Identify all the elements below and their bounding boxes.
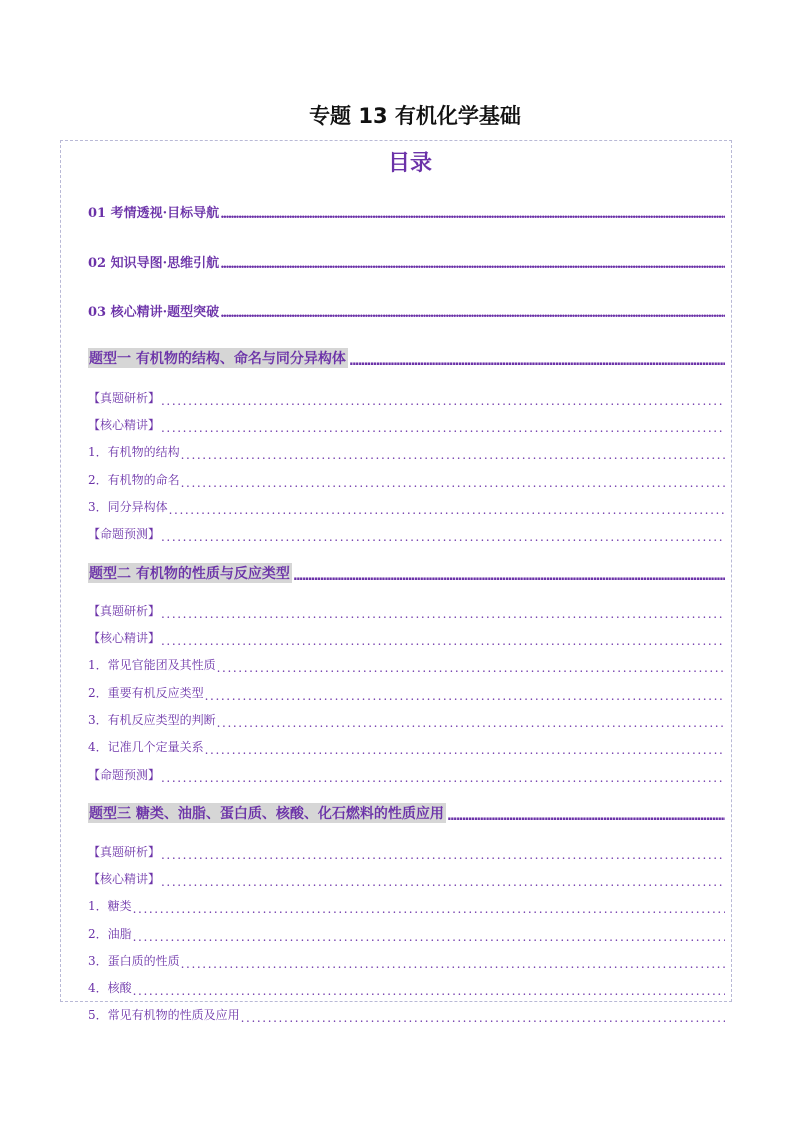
toc-item[interactable] [88, 471, 725, 488]
dot-leader [133, 902, 725, 914]
dot-leader [181, 476, 725, 488]
toc-item[interactable] [88, 843, 725, 860]
toc-item-label: 2．有机物的命名 [88, 473, 180, 487]
toc-item-label: 4．核酸 [88, 981, 132, 995]
toc-item-label: 2．重要有机反应类型 [88, 686, 204, 700]
dot-leader [161, 634, 725, 646]
toc-item[interactable] [88, 738, 725, 755]
dot-leader [217, 716, 725, 728]
toc-item[interactable] [88, 766, 725, 783]
dot-leader [349, 354, 725, 368]
toc-section-label: 题型一 有机物的结构、命名与同分异构体 [88, 348, 348, 368]
toc-item-label: 【命题预测】 [88, 768, 161, 782]
toc-item[interactable] [88, 416, 725, 433]
toc-section-3[interactable] [88, 803, 725, 823]
toc-item-label: 2．油脂 [88, 927, 132, 941]
toc-item[interactable] [88, 979, 725, 996]
toc-item[interactable] [88, 525, 725, 542]
toc-item-label: 3．有机反应类型的判断 [88, 713, 216, 727]
toc-item-label: 【真题研析】 [88, 604, 161, 618]
toc-item[interactable] [88, 952, 725, 969]
toc-item[interactable] [88, 629, 725, 646]
toc-section-2[interactable] [88, 563, 725, 583]
toc-entry-overview[interactable] [88, 202, 725, 221]
dot-leader [161, 875, 725, 887]
toc-item[interactable] [88, 656, 725, 673]
toc-heading: 目录 [387, 151, 432, 176]
toc-section-label: 题型三 糖类、油脂、蛋白质、核酸、化石燃料的性质应用 [88, 803, 446, 823]
toc-item-label: 【真题研析】 [88, 391, 161, 405]
dot-leader [161, 848, 725, 860]
toc-item[interactable] [88, 711, 725, 728]
toc-entry-label: 03 核心精讲·题型突破 [88, 305, 220, 320]
dot-leader [205, 689, 725, 701]
toc-item[interactable] [88, 870, 725, 887]
toc-item[interactable] [88, 602, 725, 619]
dot-leader [161, 607, 725, 619]
toc-item[interactable] [88, 389, 725, 406]
dot-leader [161, 421, 725, 433]
toc-item-label: 【命题预测】 [88, 527, 161, 541]
dot-leader [220, 307, 725, 320]
toc-item-label: 【核心精讲】 [88, 872, 161, 886]
toc-item-label: 1．有机物的结构 [88, 445, 180, 459]
dot-leader [133, 984, 725, 996]
dot-leader [161, 771, 725, 783]
toc-item-label: 【真题研析】 [88, 845, 161, 859]
dot-leader [161, 530, 725, 542]
toc-item[interactable] [88, 684, 725, 701]
dot-leader [220, 258, 725, 271]
toc-item-label: 【核心精讲】 [88, 418, 161, 432]
toc-item[interactable] [88, 925, 725, 942]
toc-item-label: 3．蛋白质的性质 [88, 954, 180, 968]
toc-item[interactable] [88, 1006, 725, 1023]
dot-leader [447, 809, 725, 823]
dot-leader [181, 448, 725, 460]
document-title: 专题 13 有机化学基础 [309, 104, 521, 128]
toc-item-label: 5．常见有机物的性质及应用 [88, 1008, 240, 1022]
dot-leader [133, 930, 725, 942]
dot-leader [241, 1011, 725, 1023]
toc-item[interactable] [88, 498, 725, 515]
toc-entry-mindmap[interactable] [88, 252, 725, 271]
toc-section-label: 题型二 有机物的性质与反应类型 [88, 563, 292, 583]
toc-entry-label: 01 考情透视·目标导航 [88, 206, 220, 221]
toc-item-label: 【核心精讲】 [88, 631, 161, 645]
dot-leader [169, 503, 725, 515]
toc-item-label: 3．同分异构体 [88, 500, 168, 514]
dot-leader [181, 957, 725, 969]
toc-entry-core[interactable] [88, 301, 725, 320]
dot-leader [217, 661, 725, 673]
dot-leader [293, 569, 725, 583]
toc-item[interactable] [88, 897, 725, 914]
toc-entry-label: 02 知识导图·思维引航 [88, 256, 220, 271]
dot-leader [205, 743, 725, 755]
dot-leader [161, 394, 725, 406]
dot-leader [220, 208, 725, 221]
toc-section-1[interactable] [88, 348, 725, 368]
toc-item-label: 4．记准几个定量关系 [88, 740, 204, 754]
toc-item-label: 1．糖类 [88, 899, 132, 913]
toc-item[interactable] [88, 443, 725, 460]
toc-item-label: 1．常见官能团及其性质 [88, 658, 216, 672]
